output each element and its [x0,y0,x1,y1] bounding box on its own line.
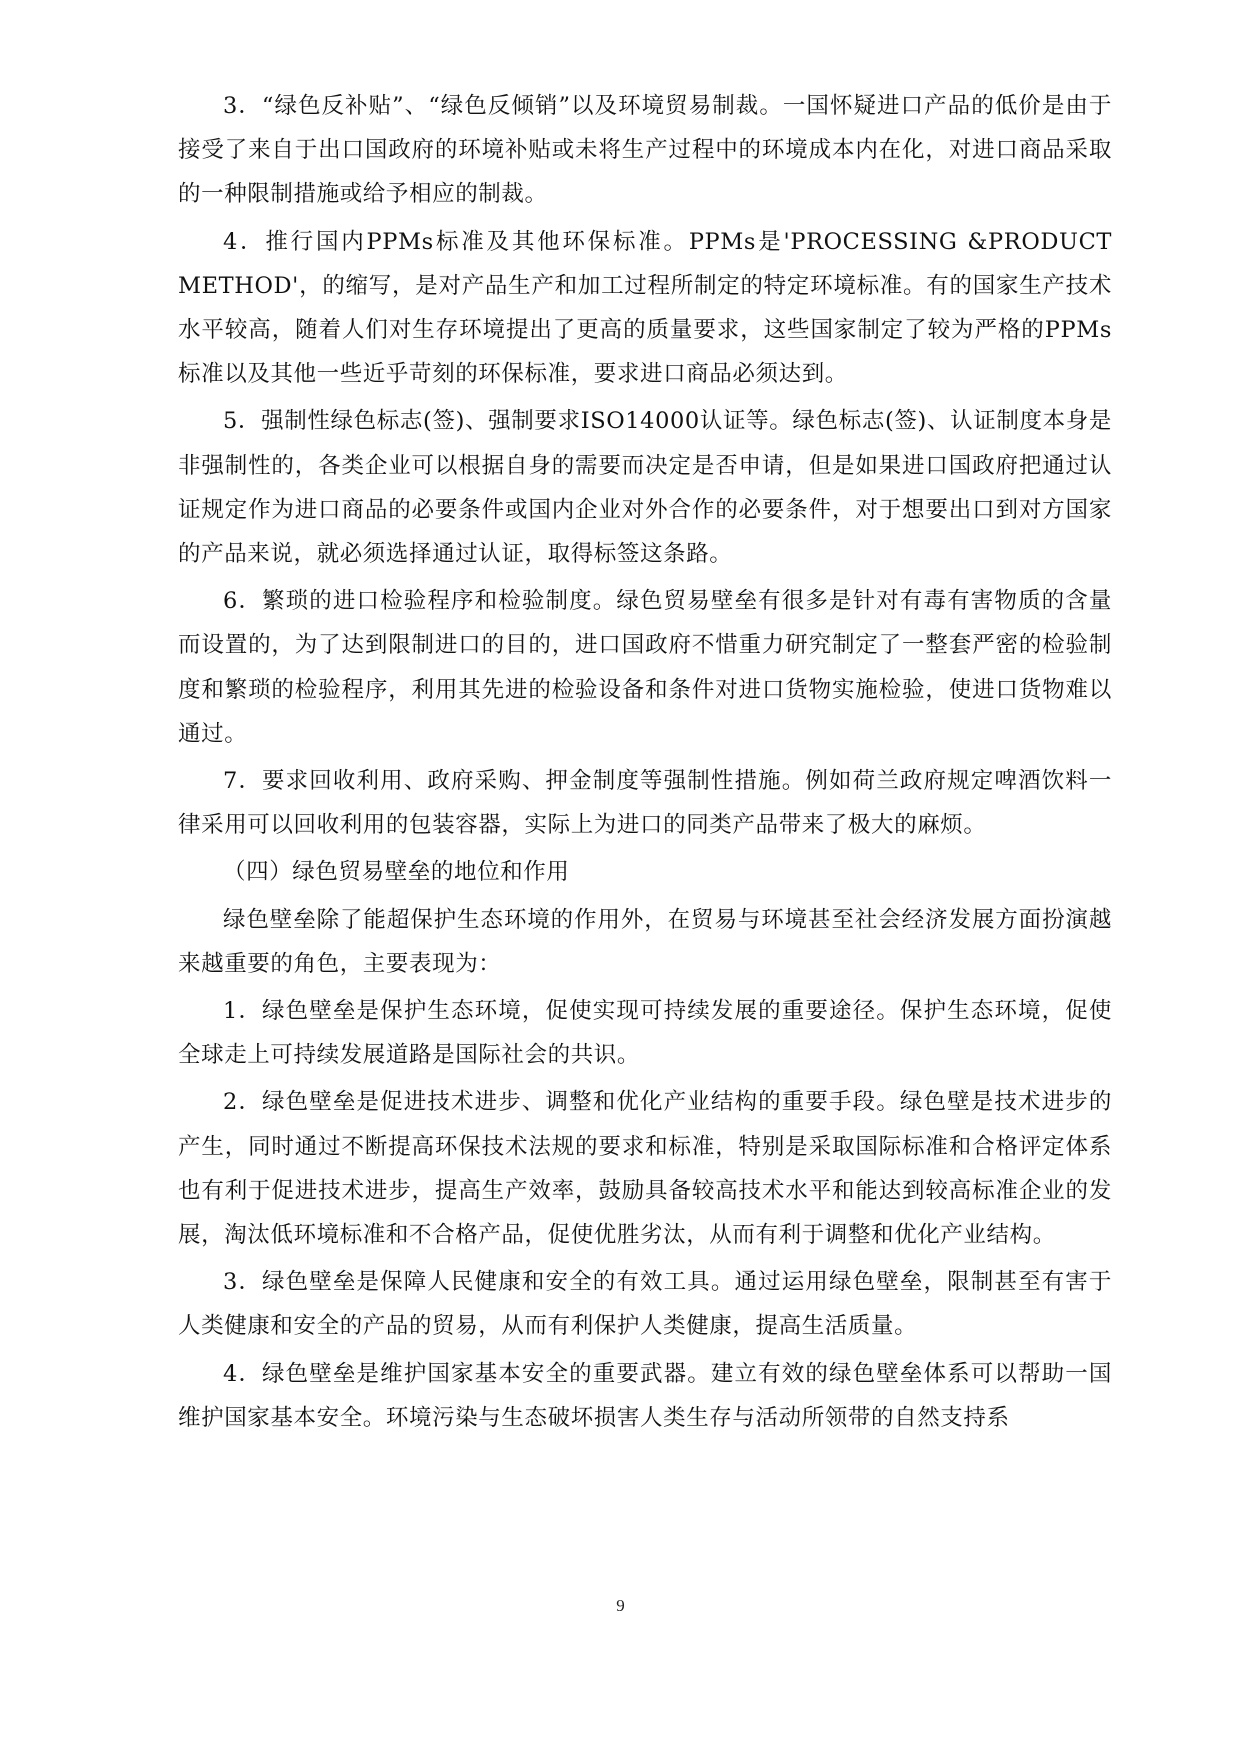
paragraph-role-ecology: 1．绿色壁垒是保护生态环境，促使实现可持续发展的重要途径。保护生态环境，促使全球走上可持续发展道路是国际社会的共识。 [178,998,1112,1069]
page-number: 9 [616,1596,625,1615]
paragraph-green-countervailing: 3．“绿色反补贴”、“绿色反倾销”以及环境贸易制裁。一国怀疑进口产品的低价是由于接受了来自于出口国政府的环境补贴或未将生产过程中的环境成本内在化，对进口商品采取的一种限制措施或给予相应的制裁。 [178,93,1112,208]
paragraph-ppms-standards: 4．推行国内PPMs标准及其他环保标准。PPMs是'PROCESSING &PRODUCT METHOD'，的缩写，是对产品生产和加工过程所制定的特定环境标准。有的国家生产技术水平较高，随着人们对生存环境提出了更高的质量要求，这些国家制定了较为严格的PPMs标准以及其他一些近乎苛刻的环保标准，要求进口商品必须达到。 [178,228,1112,388]
paragraph-role-health: 3．绿色壁垒是保障人民健康和安全的有效工具。通过运用绿色壁垒，限制甚至有害于人类健康和安全的产品的贸易，从而有利保护人类健康，提高生活质量。 [178,1269,1112,1340]
paragraph-recycling-measures: 7．要求回收利用、政府采购、押金制度等强制性措施。例如荷兰政府规定啤酒饮料一律采用可以回收利用的包装容器，实际上为进口的同类产品带来了极大的麻烦。 [178,768,1112,839]
paragraph-role-security: 4．绿色壁垒是维护国家基本安全的重要武器。建立有效的绿色壁垒体系可以帮助一国维护国家基本安全。环境污染与生态破坏损害人类生存与活动所领带的自然支持系 [178,1360,1112,1431]
paragraph-intro-roles: 绿色壁垒除了能超保护生态环境的作用外，在贸易与环境甚至社会经济发展方面扮演越来越重要的角色，主要表现为： [178,906,1112,977]
paragraph-import-inspection: 6．繁琐的进口检验程序和检验制度。绿色贸易壁垒有很多是针对有毒有害物质的含量而设置的，为了达到限制进口的目的，进口国政府不惜重力研究制定了一整套严密的检验制度和繁琐的检验程序，利用其先进的检验设备和条件对进口货物实施检验，使进口货物难以通过。 [178,588,1112,747]
paragraph-mandatory-green-labels: 5．强制性绿色标志(签)、强制要求ISO14000认证等。绿色标志(签)、认证制度本身是非强制性的，各类企业可以根据自身的需要而决定是否申请，但是如果进口国政府把通过认证规定作为进口商品的必要条件或国内企业对外合作的必要条件，对于想要出口到对方国家的产品来说，就必须选择通过认证，取得标签这条路。 [178,408,1112,568]
document-page [178,84,1112,1443]
section-heading-role-of-green-barriers: （四）绿色贸易壁垒的地位和作用 [223,859,570,886]
paragraph-role-technology: 2．绿色壁垒是促进技术进步、调整和优化产业结构的重要手段。绿色壁是技术进步的产生，同时通过不断提高环保技术法规的要求和标准，特别是采取国际标准和合格评定体系也有利于促进技术进步，提高生产效率，鼓励具备较高技术水平和能达到较高标准企业的发展，淘汰低环境标准和不合格产品，促使优胜劣汰，从而有利于调整和优化产业结构。 [178,1089,1112,1249]
